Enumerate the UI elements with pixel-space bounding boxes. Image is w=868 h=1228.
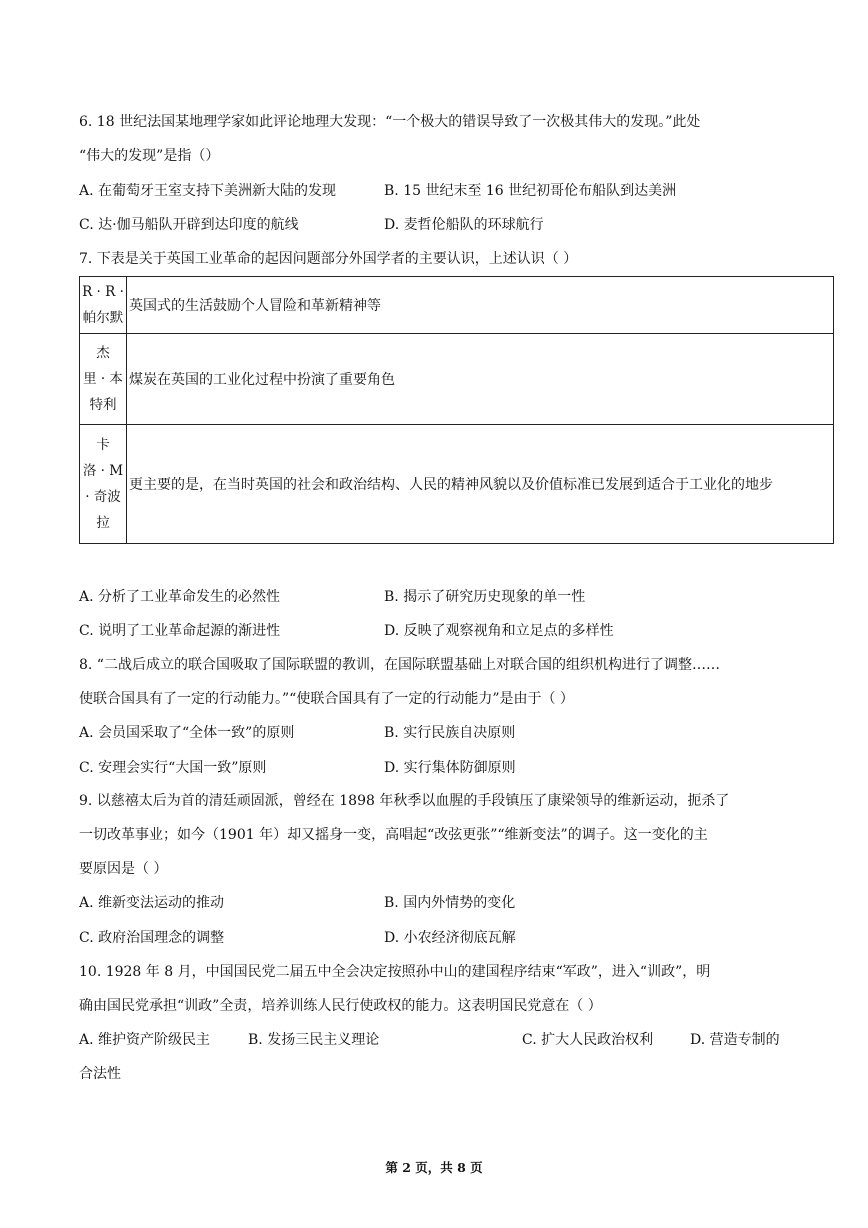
- scholar-view-cell: 煤炭在英国的工业化过程中扮演了重要角色: [127, 334, 834, 425]
- q6-option-b: B. 15 世纪末至 16 世纪初哥伦布船队到达美洲: [384, 183, 677, 199]
- q9-stem-line3: 要原因是（ ）: [79, 861, 168, 877]
- q10-option-d: D. 营造专制的: [690, 1032, 780, 1048]
- q7-option-b: B. 揭示了研究历史现象的单一性: [384, 589, 586, 605]
- q9-option-c: C. 政府治国理念的调整: [79, 930, 225, 946]
- scholar-name-line: 特利: [89, 397, 117, 413]
- q7-option-a: A. 分析了工业革命发生的必然性: [79, 589, 281, 605]
- q7-option-c: C. 说明了工业革命起源的渐进性: [79, 623, 281, 639]
- q8-option-a: A. 会员国采取了“全体一致”的原则: [79, 725, 295, 741]
- scholar-name-line: · 奇波: [85, 489, 121, 505]
- q6-stem-line1: 6. 18 世纪法国某地理学家如此评论地理大发现：“一个极大的错误导致了一次极其伟大的发现。”此处: [79, 114, 701, 130]
- table-row: [80, 334, 834, 425]
- q8-option-c: C. 安理会实行“大国一致”原则: [79, 760, 267, 776]
- q10-option-c: C. 扩大人民政治权利: [522, 1032, 654, 1048]
- scholar-name-line: 拉: [96, 515, 110, 531]
- scholar-name-line: 里 · 本: [83, 371, 123, 387]
- q10-stem-line2: 确由国民党承担“训政”全责，培养训练人民行使政权的能力。这表明国民党意在（ ）: [79, 998, 602, 1014]
- q7-option-d: D. 反映了观察视角和立足点的多样性: [384, 623, 614, 639]
- scholar-name-line: R · R ·: [82, 284, 124, 300]
- q6-stem-line2: “伟大的发现”是指（）: [79, 148, 220, 164]
- page-number: 第 2 页，共 8 页: [385, 1160, 483, 1175]
- q8-option-b: B. 实行民族自决原则: [384, 725, 516, 741]
- q10-stem-line1: 10. 1928 年 8 月，中国国民党二届五中全会决定按照孙中山的建国程序结束“军政”，进入“训政”，明: [79, 964, 711, 980]
- q8-stem-line2: 使联合国具有了一定的行动能力。”“使联合国具有了一定的行动能力”是由于（ ）: [79, 691, 574, 707]
- table-row: [80, 425, 834, 544]
- scholar-name-line: 帕尔默: [82, 310, 124, 326]
- q9-option-a: A. 维新变法运动的推动: [79, 895, 225, 911]
- scholar-name-line: 杰: [96, 345, 110, 361]
- q7-scholar-table: [79, 276, 834, 544]
- q9-option-d: D. 小农经济彻底瓦解: [384, 930, 516, 946]
- q10-option-b: B. 发扬三民主义理论: [248, 1032, 380, 1048]
- q9-option-b: B. 国内外情势的变化: [384, 895, 516, 911]
- q6-option-c: C. 达·伽马船队开辟到达印度的航线: [79, 217, 299, 233]
- scholar-view-cell: 更主要的是，在当时英国的社会和政治结构、人民的精神风貌以及价值标准已发展到适合于工业化的地步: [127, 425, 834, 544]
- q6-option-a: A. 在葡萄牙王室支持下美洲新大陆的发现: [79, 183, 337, 199]
- scholar-name-cell: [80, 277, 127, 334]
- scholar-name-line: 洛 · M: [82, 463, 124, 479]
- q9-stem-line2: 一切改革事业；如今（1901 年）却又摇身一变，高唱起“改弦更张”“维新变法”的调子。这一变化的主: [79, 827, 708, 843]
- scholar-name-cell: [80, 334, 127, 425]
- q7-stem: 7. 下表是关于英国工业革命的起因问题部分外国学者的主要认识，上述认识（ ）: [79, 251, 578, 267]
- scholar-view-cell: 英国式的生活鼓励个人冒险和革新精神等: [127, 277, 834, 334]
- q10-option-d-continuation: 合法性: [79, 1066, 121, 1082]
- q9-stem-line1: 9. 以慈禧太后为首的清廷顽固派，曾经在 1898 年秋季以血腥的手段镇压了康梁领导的维新运动，扼杀了: [79, 793, 730, 809]
- q8-option-d: D. 实行集体防御原则: [384, 760, 516, 776]
- q10-option-a: A. 维护资产阶级民主: [79, 1032, 211, 1048]
- scholar-name-line: 卡: [96, 437, 110, 453]
- table-row: [80, 277, 834, 334]
- q6-option-d: D. 麦哲伦船队的环球航行: [384, 217, 544, 233]
- q8-stem-line1: 8. “二战后成立的联合国吸取了国际联盟的教训，在国际联盟基础上对联合国的组织机构进行了调整……: [79, 657, 720, 673]
- scholar-name-cell: [80, 425, 127, 544]
